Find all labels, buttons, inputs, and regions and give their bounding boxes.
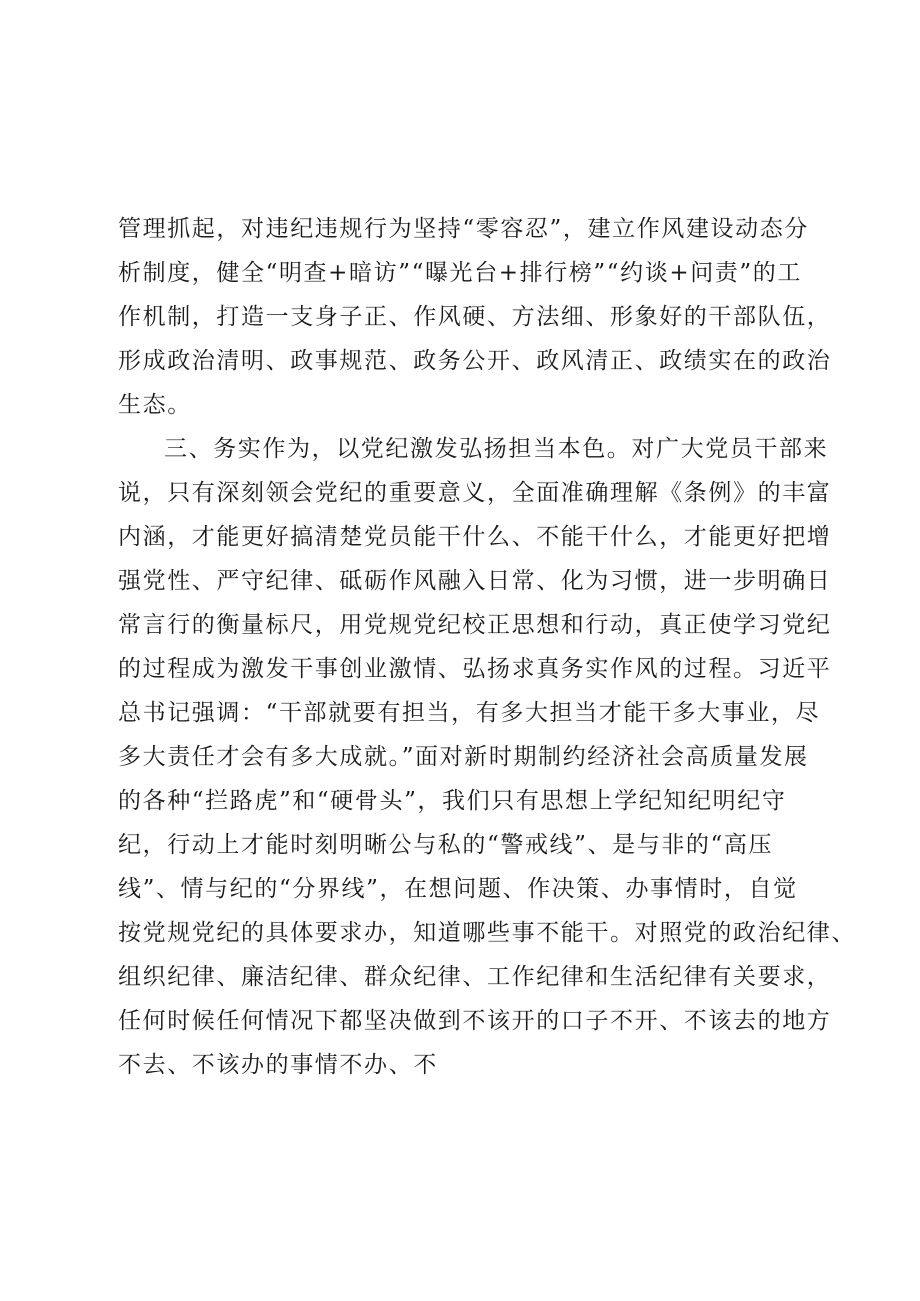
text-line: 作机制，打造一支身子正、作风硬、方法细、形象好的干部队伍， — [118, 304, 832, 330]
text-line: 的各种“拦路虎”和“硬骨头”，我们只有思想上学纪知纪明纪守 — [118, 788, 787, 814]
text-line: 不去、不该办的事情不办、不 — [118, 1052, 438, 1078]
text-line: 总书记强调：“干部就要有担当，有多大担当才能干多大事业，尽 — [118, 700, 821, 726]
text-line: 按党规党纪的具体要求办，知道哪些事不能干。对照党的政治纪律、 — [118, 920, 856, 946]
text-line: 组织纪律、廉洁纪律、群众纪律、工作纪律和生活纪律有关要求， — [118, 964, 832, 990]
text-line: 管理抓起，对违纪违规行为坚持“零容忍”，建立作风建设动态分 — [118, 216, 809, 242]
text-line: 多大责任才会有多大成就。”面对新时期制约经济社会高质量发展 — [118, 744, 809, 770]
body-text — [118, 207, 856, 1087]
text-line: 常言行的衡量标尺，用党规党纪校正思想和行动，真正使学习党纪 — [118, 612, 832, 638]
text-line: 形成政治清明、政事规范、政务公开、政风清正、政绩实在的政治 — [118, 348, 832, 374]
text-line: 纪，行动上才能时刻明晰公与私的“警戒线”、是与非的“高压 — [118, 832, 774, 858]
text-line: 的过程成为激发干事创业激情、弘扬求真务实作风的过程。习近平 — [118, 656, 832, 682]
text-line: 强党性、严守纪律、砥砺作风融入日常、化为习惯，进一步明确日 — [118, 568, 832, 594]
text-line: 内涵，才能更好搞清楚党员能干什么、不能干什么，才能更好把增 — [118, 524, 832, 550]
text-line: 说，只有深刻领会党纪的重要意义，全面准确理解《条例》的丰富 — [118, 480, 832, 506]
text-line: 任何时候任何情况下都坚决做到不该开的口子不开、不该去的地方 — [118, 1008, 832, 1034]
text-line: 线”、情与纪的“分界线”，在想问题、作决策、办事情时，自觉 — [118, 876, 798, 902]
text-line: 生态。 — [118, 392, 192, 418]
text-line: 析制度，健全“明查+暗访”“曝光台+排行榜”“约谈+问责”的工 — [118, 260, 802, 286]
section-heading-line: 三、务实作为，以党纪激发弘扬担当本色。对广大党员干部来 — [164, 436, 829, 462]
